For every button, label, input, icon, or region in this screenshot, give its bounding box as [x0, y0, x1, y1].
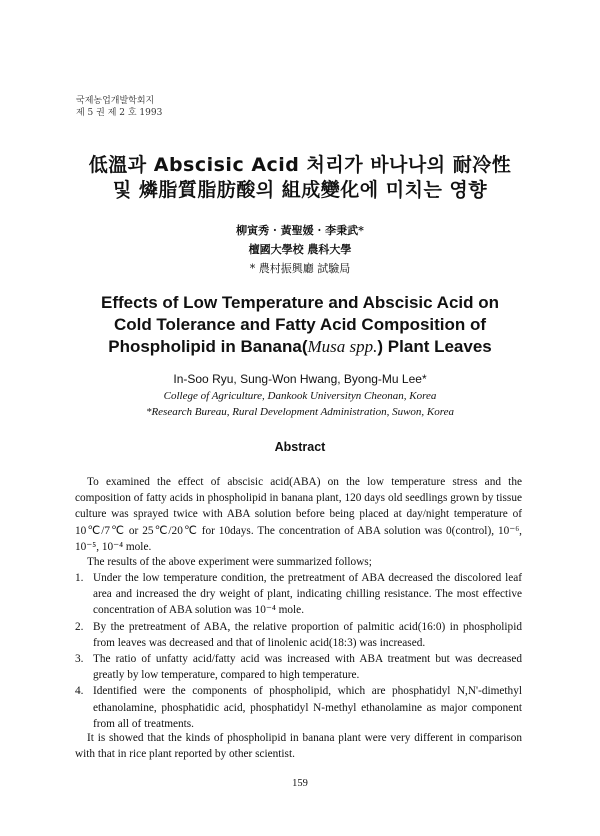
journal-volume: 제 5 권 제 2 호 1993: [76, 108, 163, 118]
list-item-text: The ratio of unfatty acid/fatty acid was increased with ABA treatment but was decreased greatly by low temperature, compared to high temperature.: [93, 653, 522, 682]
journal-name: 국제농업개발학회지: [76, 96, 155, 106]
list-item-number: 4.: [75, 685, 84, 698]
list-item-number: 3.: [75, 653, 84, 666]
korean-title-line-2: 및 燐脂質脂肪酸의 組成變化에 미치는 영향: [112, 179, 488, 201]
list-item-text: Identified were the components of phospholipid, which are phosphatidyl N,N'-dimethyl ethanolamine, phosphatidic acid, phosphatidyl N-methyl ethanolamine as major component from all of treatments.: [93, 685, 522, 730]
list-item: [75, 619, 522, 651]
english-affiliation-1: College of Agriculture, Dankook Universityn Cheonan, Korea: [163, 390, 437, 402]
abstract-heading: Abstract: [274, 440, 326, 454]
list-item: [75, 651, 522, 683]
english-affiliation-2: *Research Bureau, Rural Development Administration, Suwon, Korea: [145, 406, 455, 418]
english-title-line-3-post: ) Plant Leaves: [377, 337, 492, 356]
abstract-paragraph-3: It is showed that the kinds of phospholipid in banana plant were very different in comparison with that in rice plant reported by other scientist.: [75, 732, 522, 761]
english-title-line-3-pre: Phospholipid in Banana(: [108, 337, 308, 356]
abstract-paragraph-2: The results of the above experiment were summarized follows;: [87, 556, 372, 568]
korean-affiliation-2: * 農村振興廳 試驗局: [249, 262, 351, 275]
korean-affiliation: 檀國大學校 農科大學: [248, 243, 352, 256]
list-item: [75, 570, 522, 619]
english-title-line-2: Cold Tolerance and Fatty Acid Composition of: [113, 315, 487, 334]
english-title-line-1: Effects of Low Temperature and Abscisic Acid on: [101, 293, 499, 312]
list-item-text: Under the low temperature condition, the pretreatment of ABA decreased the discolored leaf area and increased the dry weight of plant, indicating chilling resistance. The most effective concentration of ABA solution was 10⁻⁴ mole.: [93, 572, 522, 617]
korean-title-line-1: 低溫과 Abscisic Acid 처리가 바나나의 耐冷性: [88, 154, 512, 176]
korean-authors: 柳寅秀 · 黃聖媛 · 李秉武*: [236, 224, 364, 237]
list-item: [75, 683, 522, 732]
english-title-line-3: [0, 336, 600, 358]
results-list: [75, 570, 522, 732]
page-number: 159: [292, 778, 308, 789]
english-title-species: Musa spp.: [307, 337, 378, 356]
journal-header: [76, 95, 162, 119]
list-item-number: 2.: [75, 620, 84, 633]
abstract-paragraph-1: To examined the effect of abscisic acid(ABA) on the low temperature stress and the composition of fatty acids in phospholipid in banana plant, 120 days old seedlings grown by tissue culture was sprayed twice with ABA solution before being placed at day/night temperature of 10℃/7℃ or 25℃/20℃ for 10days. The concentration of ABA solution was 0(control), 10⁻⁶, 10⁻⁵, 10⁻⁴ mole.: [75, 476, 522, 553]
english-authors: In-Soo Ryu, Sung-Won Hwang, Byong-Mu Lee*: [173, 372, 427, 386]
list-item-number: 1.: [75, 572, 84, 584]
list-item-text: By the pretreatment of ABA, the relative proportion of palmitic acid(16:0) in phospholipid from leaves was decreased and that of linolenic acid(18:3) was increased.: [93, 620, 522, 649]
